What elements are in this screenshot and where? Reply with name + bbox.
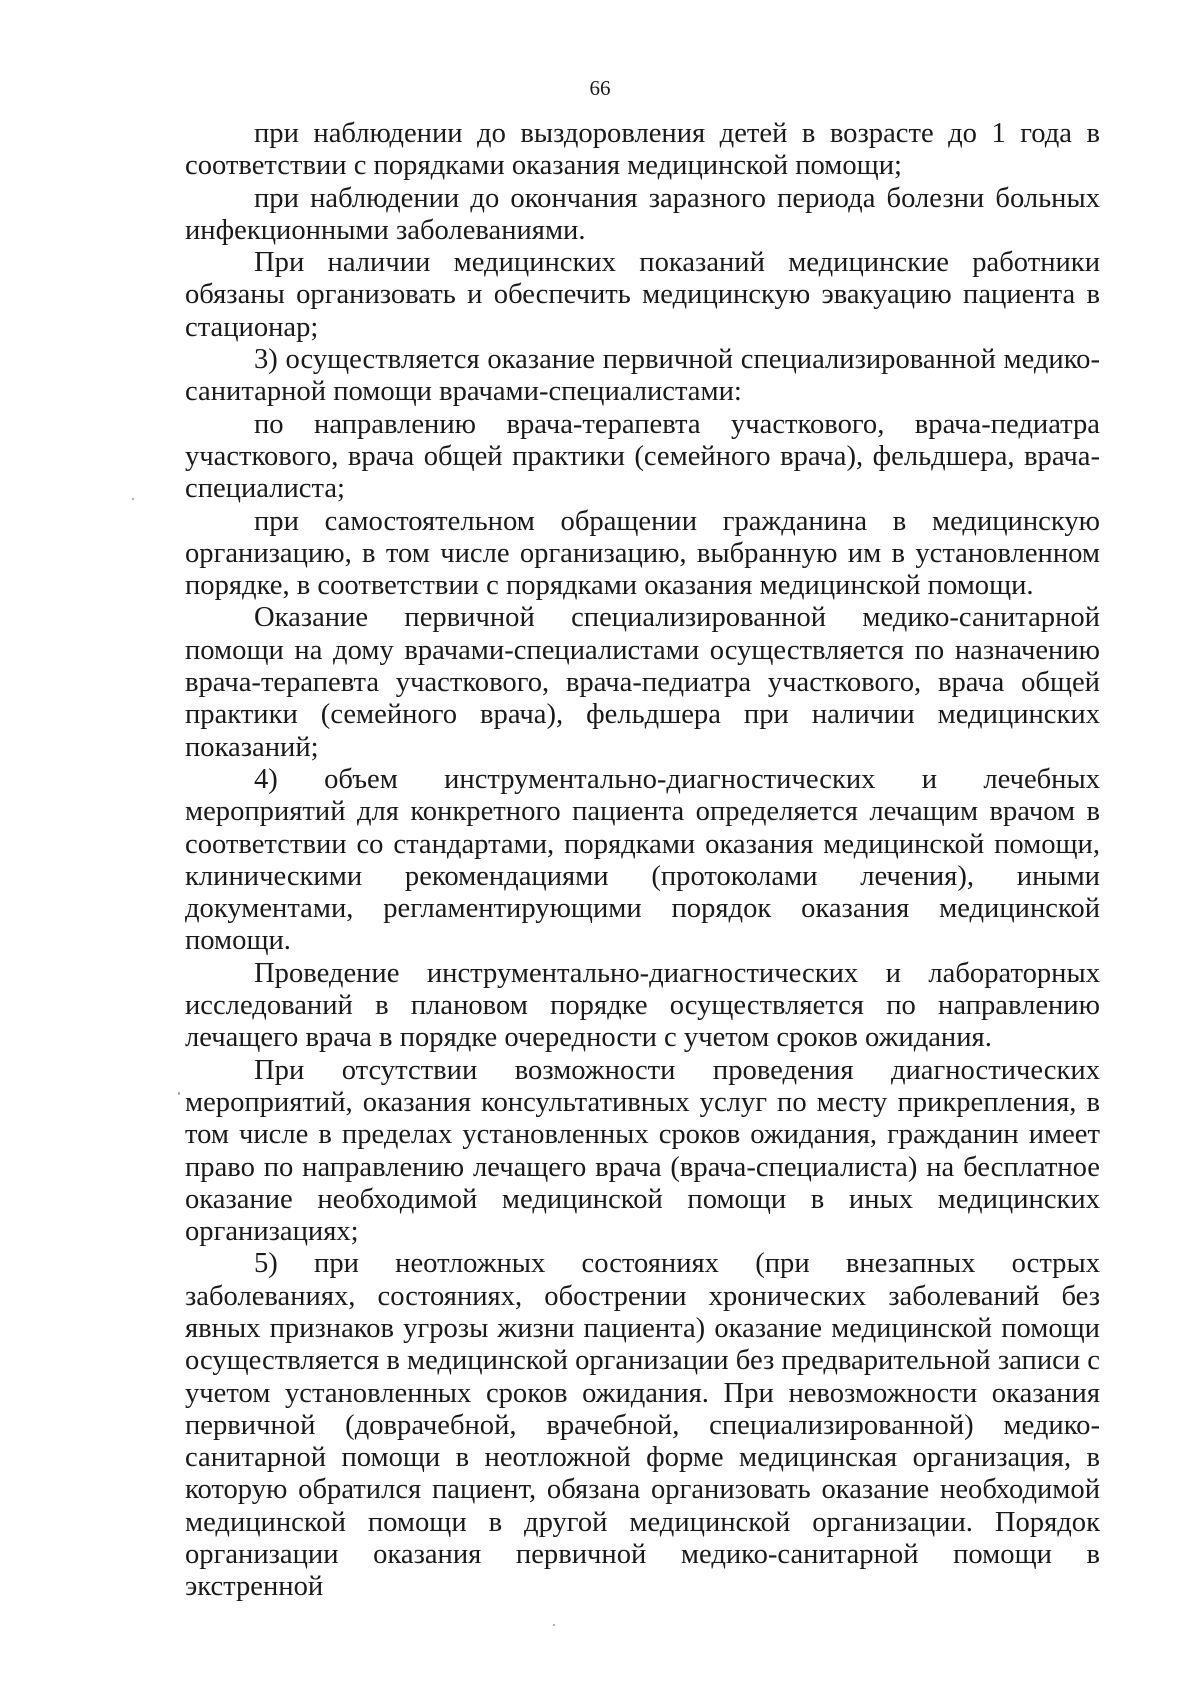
paragraph: по направлению врача-терапевта участкового, врача-педиатра участкового, врача общей практики (семейного врача), фельдшера, врача-специалиста; [185, 408, 1100, 505]
document-body [185, 118, 1100, 1604]
paragraph: Оказание первичной специализированной медико-санитарной помощи на дому врачами-специалистами осуществляется по назначению врача-терапевта участкового, врача-педиатра участкового, врача общей практики (семейного врача), фельдшера при наличии медицинских показаний; [185, 602, 1100, 763]
paragraph: При отсутствии возможности проведения диагностических мероприятий, оказания консультативных услуг по месту прикрепления, в том числе в пределах установленных сроков ожидания, гражданин имеет право по направлению лечащего врача (врача-специалиста) на бесплатное оказание необходимой медицинской помощи в иных медицинских организациях; [185, 1054, 1100, 1248]
scan-speck [553, 1624, 555, 1626]
paragraph: 5) при неотложных состояниях (при внезапных острых заболеваниях, состояниях, обострении хронических заболеваний без явных признаков угрозы жизни пациента) оказание медицинской помощи осуществляется в медицинской организации без предварительной записи с учетом установленных сроков ожидания. При невозможности оказания первичной (доврачебной, врачебной, специализированной) медико-санитарной помощи в неотложной форме медицинская организация, в которую обратился пациент, обязана организовать оказание необходимой медицинской помощи в другой медицинской организации. Порядок организации оказания первичной медико-санитарной помощи в экстренной [185, 1248, 1100, 1603]
paragraph: 3) осуществляется оказание первичной специализированной медико-санитарной помощи врачами-специалистами: [185, 344, 1100, 408]
paragraph: При наличии медицинских показаний медицинские работники обязаны организовать и обеспечить медицинскую эвакуацию пациента в стационар; [185, 247, 1100, 343]
paragraph: Проведение инструментально-диагностических и лабораторных исследований в плановом порядке осуществляется по направлению лечащего врача в порядке очередности с учетом сроков ожидания. [185, 957, 1100, 1054]
paragraph: 4) объем инструментально-диагностических и лечебных мероприятий для конкретного пациента определяется лечащим врачом в соответствии со стандартами, порядками оказания медицинской помощи, клиническими рекомендациями (протоколами лечения), иными документами, регламентирующими порядок оказания медицинской помощи. [185, 763, 1100, 957]
paragraph: при наблюдении до выздоровления детей в возрасте до 1 года в соответствии с порядками оказания медицинской помощи; [185, 118, 1100, 182]
page-number: 66 [589, 76, 611, 100]
scan-speck [178, 1092, 180, 1095]
paragraph: при самостоятельном обращении гражданина в медицинскую организацию, в том числе организацию, выбранную им в установленном порядке, в соответствии с порядками оказания медицинской помощи. [185, 505, 1100, 602]
paragraph: при наблюдении до окончания заразного периода болезни больных инфекционными заболеваниями. [185, 182, 1100, 246]
scan-speck [132, 498, 134, 500]
